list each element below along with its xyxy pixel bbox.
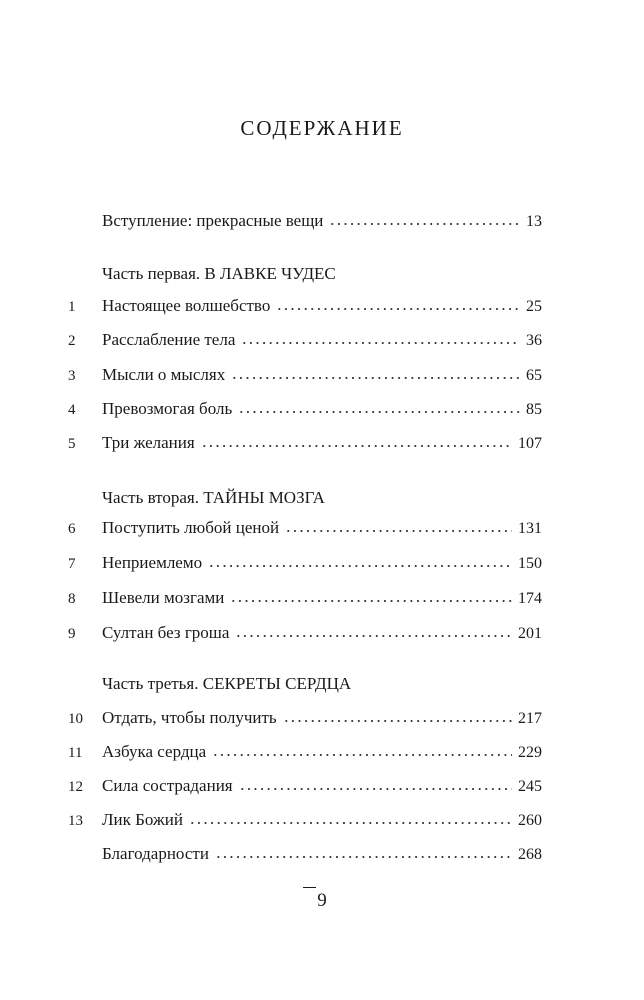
page-number: 245	[518, 778, 542, 795]
dot-leader	[329, 222, 520, 226]
toc-entry[interactable]	[68, 432, 542, 454]
entry-title: Отдать, чтобы получить	[102, 708, 277, 727]
entry-title: Превозмогая боль	[102, 399, 233, 418]
toc-entry[interactable]	[68, 809, 542, 831]
chapter-number: 4	[68, 402, 76, 418]
toc-entry-intro[interactable]	[68, 210, 542, 232]
page-number: 217	[518, 710, 542, 727]
chapter-number: 8	[68, 591, 76, 607]
chapter-number: 6	[68, 521, 76, 537]
dot-leader	[276, 307, 520, 311]
entry-title: Вступление: прекрасные вещи	[102, 211, 324, 230]
page-number: 13	[526, 213, 542, 230]
dot-leader	[189, 821, 512, 825]
entry-title: Мысли о мыслях	[102, 365, 226, 384]
entry-title: Настоящее волшебство	[102, 296, 271, 315]
dot-leader	[239, 787, 512, 791]
entry-title: Три желания	[102, 433, 195, 452]
toc-entry[interactable]	[68, 295, 542, 317]
toc-entry[interactable]	[68, 622, 542, 644]
entry-title: Поступить любой ценой	[102, 518, 280, 537]
chapter-number: 3	[68, 368, 76, 384]
dot-leader	[212, 753, 512, 757]
chapter-number: 9	[68, 626, 76, 642]
entry-title: Лик Божий	[102, 810, 183, 829]
dot-leader	[238, 410, 520, 414]
toc-entry-acknowledgements[interactable]	[68, 843, 542, 865]
dot-leader	[201, 444, 512, 448]
page-number: 65	[526, 367, 542, 384]
dot-leader	[230, 599, 512, 603]
entry-title: Сила сострадания	[102, 776, 233, 795]
toc-entry[interactable]	[68, 329, 542, 351]
dot-leader	[208, 564, 512, 568]
chapter-number: 1	[68, 299, 76, 315]
dot-leader	[283, 719, 512, 723]
chapter-number: 5	[68, 436, 76, 452]
toc-entry[interactable]	[68, 707, 542, 729]
page-number: 268	[518, 846, 542, 863]
folio-page-number: 9	[317, 890, 327, 911]
page-number: 25	[526, 298, 542, 315]
page-number: 107	[518, 435, 542, 452]
toc-entry[interactable]	[68, 552, 542, 574]
page-number: 174	[518, 590, 542, 607]
page-number: 260	[518, 812, 542, 829]
toc-entry[interactable]	[68, 517, 542, 539]
entry-title: Шевели мозгами	[102, 588, 225, 607]
toc-entry[interactable]	[68, 398, 542, 420]
chapter-number: 13	[68, 813, 83, 829]
page-number: 85	[526, 401, 542, 418]
dot-leader	[231, 376, 520, 380]
entry-title: Неприемлемо	[102, 553, 203, 572]
page-number: 201	[518, 625, 542, 642]
entry-title: Расслабление тела	[102, 330, 236, 349]
dot-leader	[235, 634, 512, 638]
part-heading: Часть третья. СЕКРЕТЫ СЕРДЦА	[102, 674, 352, 693]
entry-title: Благодарности	[102, 844, 209, 863]
page-title: СОДЕРЖАНИЕ	[240, 116, 404, 140]
toc-entry[interactable]	[68, 741, 542, 763]
entry-title: Азбука сердца	[102, 742, 207, 761]
page-number: 36	[526, 332, 542, 349]
page-number: 131	[518, 520, 542, 537]
part-heading: Часть вторая. ТАЙНЫ МОЗГА	[102, 488, 325, 507]
page-number: 229	[518, 744, 542, 761]
chapter-number: 2	[68, 333, 76, 349]
toc-entry[interactable]	[68, 775, 542, 797]
dot-leader	[241, 341, 520, 345]
chapter-number: 10	[68, 711, 83, 727]
entry-title: Султан без гроша	[102, 623, 230, 642]
page-number: 150	[518, 555, 542, 572]
chapter-number: 11	[68, 745, 83, 761]
part-heading: Часть первая. В ЛАВКЕ ЧУДЕС	[102, 264, 336, 283]
chapter-number: 12	[68, 779, 83, 795]
toc-entry[interactable]	[68, 364, 542, 386]
dot-leader	[285, 529, 512, 533]
dot-leader	[215, 855, 512, 859]
chapter-number: 7	[68, 556, 76, 572]
toc-entry[interactable]	[68, 587, 542, 609]
folio-rule	[303, 887, 316, 888]
